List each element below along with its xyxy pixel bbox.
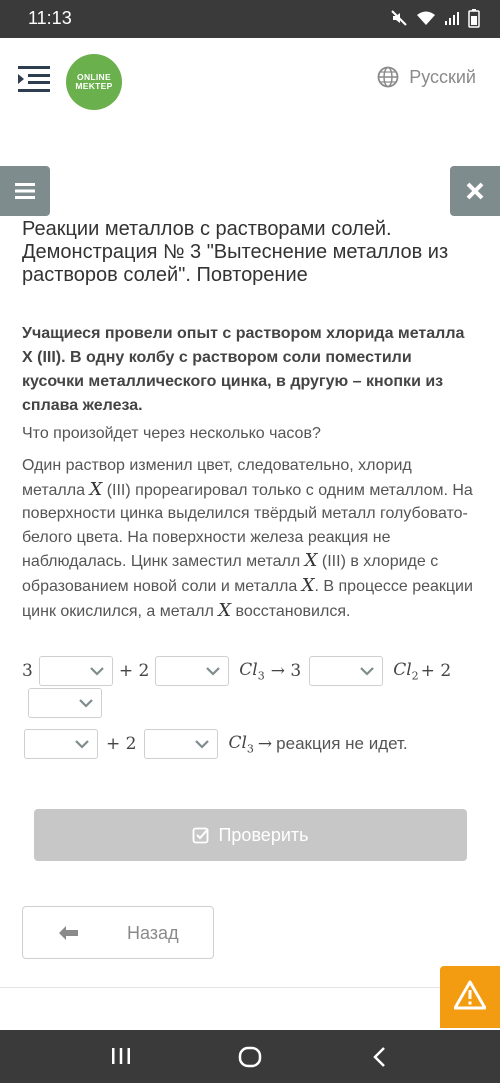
logo[interactable]	[66, 54, 122, 110]
chevron-down-icon	[79, 699, 93, 708]
chevron-down-icon	[360, 667, 374, 676]
answer-text: . В процессе реакции цинк окислился, а металл	[22, 577, 473, 620]
home-icon[interactable]	[238, 1046, 262, 1068]
status-icons	[390, 8, 480, 28]
metal-x: X	[89, 478, 103, 500]
eq1-plus2: + 2	[420, 661, 452, 681]
eq1-product: Cl	[393, 659, 412, 680]
task-question: Что произойдет через несколько часов?	[22, 425, 321, 442]
eq2-select-metal[interactable]	[24, 729, 98, 759]
eq1-salt: Cl	[239, 659, 258, 680]
back-button[interactable]	[22, 906, 214, 959]
check-button-label: Проверить	[218, 824, 309, 845]
close-icon	[463, 179, 487, 203]
eq2-result: реакция не идет.	[276, 734, 408, 753]
hamburger-icon	[13, 179, 37, 203]
eq1-coef: 3	[22, 661, 33, 681]
back-button-label: Назад	[127, 923, 179, 943]
eq1-select-salt[interactable]	[155, 656, 229, 686]
chevron-down-icon	[90, 667, 104, 676]
task-answer	[22, 454, 478, 623]
metal-x: X	[301, 574, 315, 596]
eq2-select-salt[interactable]	[144, 729, 218, 759]
eq1-plus: + 2	[118, 661, 150, 681]
metal-x: X	[218, 599, 232, 621]
check-button[interactable]	[34, 809, 467, 861]
language-label: Русский	[409, 66, 476, 87]
mute-icon	[390, 9, 408, 27]
divider	[0, 987, 440, 988]
signal-icon	[444, 10, 460, 26]
battery-icon	[468, 8, 480, 28]
report-problem-button[interactable]	[440, 966, 500, 1028]
status-time: 11:13	[28, 8, 72, 28]
eq1-product-formula	[393, 660, 418, 682]
menu-icon[interactable]	[18, 64, 50, 94]
eq1-salt-sub: 3	[257, 669, 265, 683]
android-nav-bar	[0, 1030, 500, 1083]
chevron-down-icon	[206, 667, 220, 676]
task-statement: Учащиеся провели опыт с раствором хлорида металла X (III). В одну колбу с раствором соли поместили кусочки металлического цинка, в другую – кнопки из сплава железа.	[22, 325, 465, 414]
language-selector[interactable]	[377, 66, 476, 88]
status-bar	[0, 0, 500, 38]
eq1-select-product[interactable]	[309, 656, 383, 686]
recent-apps-icon[interactable]	[110, 1046, 132, 1066]
eq1-salt-formula	[239, 660, 264, 682]
logo-line2: MEKTEP	[75, 81, 113, 91]
equation-2	[22, 729, 408, 759]
eq1-select-metal[interactable]	[39, 656, 113, 686]
eq2-salt-sub: 3	[246, 742, 254, 756]
answer-text: восстановился.	[231, 602, 351, 620]
check-square-icon	[192, 826, 210, 844]
back-nav-icon[interactable]	[372, 1046, 388, 1068]
eq2-salt: Cl	[228, 732, 247, 753]
eq2-salt-formula	[228, 733, 253, 755]
eq2-plus: + 2	[106, 734, 137, 754]
globe-icon	[377, 66, 399, 88]
top-bar	[0, 38, 500, 120]
logo-line1: ONLINE	[77, 72, 111, 82]
warning-icon	[454, 980, 486, 1010]
arrow-left-icon	[59, 926, 79, 940]
eq2-arrow: →	[257, 734, 273, 754]
close-button[interactable]	[450, 166, 500, 216]
sidebar-toggle-button[interactable]	[0, 166, 50, 216]
lesson-title: Реакции металлов с растворами солей. Демонстрация № 3 "Вытеснение металлов из растворов солей". Повторение	[22, 218, 449, 286]
metal-x: X	[304, 550, 318, 572]
equation-1	[22, 656, 451, 686]
chevron-down-icon	[75, 740, 89, 749]
chevron-down-icon	[195, 740, 209, 749]
equation-1-continued	[26, 688, 104, 718]
eq1-product-sub: 2	[411, 669, 419, 683]
eq1-arrow: → 3	[270, 661, 302, 681]
task-content	[22, 322, 478, 623]
answer-text: (III) в хлориде с образованием новой соли и металла	[22, 553, 439, 595]
answer-text: (III) прореагировал только с одним металлом. На поверхности цинка выделился твёрдый металл голубовато-белого цвета. На поверхности железа реакция не наблюдалась. Цинк заместил металл	[22, 481, 473, 571]
wifi-icon	[416, 10, 436, 26]
answer-text: Один раствор изменил цвет, следовательно, хлорид металла	[22, 457, 412, 499]
eq1-select-product-metal[interactable]	[28, 688, 102, 718]
